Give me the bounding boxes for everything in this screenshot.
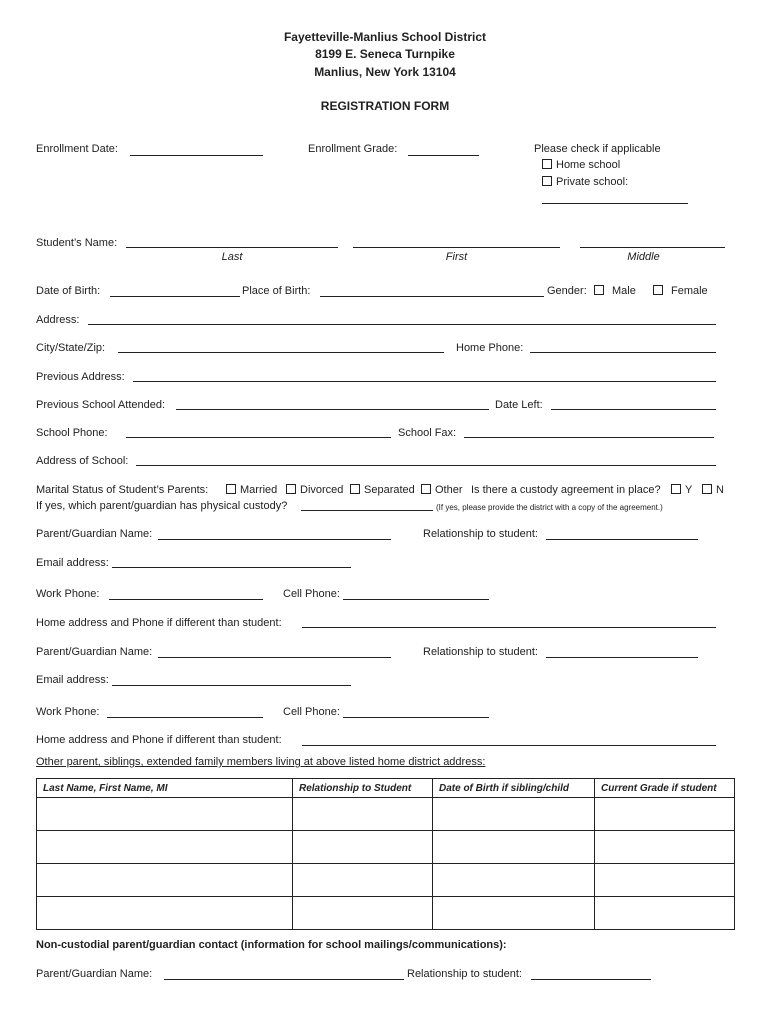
divorced-option[interactable] [286, 484, 343, 496]
guardian2-work-field[interactable] [107, 717, 263, 718]
student-last-name-field[interactable] [126, 247, 338, 248]
col-grade-header: Current Grade if student [595, 779, 735, 798]
address-label: Address: [36, 314, 80, 326]
separated-label: Separated [364, 484, 415, 496]
guardian2-relationship-label: Relationship to student: [423, 646, 538, 658]
guardian2-cell-label: Cell Phone: [283, 706, 340, 718]
custody-note: (If yes, please provide the district with a copy of the agreement.) [436, 503, 663, 512]
table-row [37, 864, 735, 897]
private-school-option[interactable] [542, 176, 628, 188]
last-caption: Last [221, 251, 243, 263]
guardian1-email-label: Email address: [36, 557, 109, 569]
table-header-row [37, 779, 735, 798]
home-school-option[interactable] [542, 159, 620, 171]
guardian1-relationship-field[interactable] [546, 539, 698, 540]
table-cell[interactable] [595, 831, 735, 864]
guardian2-home-diff-field[interactable] [302, 745, 716, 746]
table-cell[interactable] [433, 864, 595, 897]
home-school-label: Home school [556, 159, 621, 171]
guardian2-cell-field[interactable] [343, 717, 489, 718]
yes-label: Y [685, 484, 693, 496]
table-cell[interactable] [595, 864, 735, 897]
form-title: REGISTRATION FORM [320, 99, 450, 113]
school-phone-label: School Phone: [36, 427, 108, 439]
private-school-label: Private school: [556, 176, 629, 188]
table-cell[interactable] [37, 798, 293, 831]
guardian1-email-field[interactable] [112, 567, 351, 568]
other-checkbox[interactable] [421, 484, 431, 494]
noncustodial-name-label: Parent/Guardian Name: [36, 968, 153, 980]
school-fax-field[interactable] [464, 437, 714, 438]
separated-checkbox[interactable] [350, 484, 360, 494]
table-cell[interactable] [293, 798, 433, 831]
enrollment-date-field[interactable] [130, 155, 263, 156]
district-city: Manlius, New York 13104 [314, 65, 456, 79]
guardian1-relationship-label: Relationship to student: [423, 528, 538, 540]
male-label: Male [612, 285, 636, 297]
enrollment-grade-label: Enrollment Grade: [308, 143, 398, 155]
prev-address-label: Previous Address: [36, 371, 125, 383]
table-row [37, 831, 735, 864]
noncustodial-heading: Non-custodial parent/guardian contact (information for school mailings/communications): [36, 939, 507, 951]
custody-no-option[interactable] [702, 484, 724, 496]
first-caption: First [445, 251, 468, 263]
guardian1-cell-label: Cell Phone: [283, 588, 340, 600]
guardian2-name-field[interactable] [158, 657, 391, 658]
student-name-label: Student’s Name: [36, 237, 118, 249]
physical-custody-field[interactable] [301, 510, 433, 511]
home-phone-label: Home Phone: [456, 342, 524, 354]
noncustodial-relationship-field[interactable] [531, 979, 651, 980]
guardian1-work-label: Work Phone: [36, 588, 100, 600]
school-address-field[interactable] [136, 465, 716, 466]
date-left-field[interactable] [551, 409, 716, 410]
guardian2-home-diff-label: Home address and Phone if different than student: [36, 734, 282, 746]
table-cell[interactable] [433, 897, 595, 930]
address-field[interactable] [88, 324, 716, 325]
private-school-field[interactable] [542, 203, 688, 204]
student-first-name-field[interactable] [353, 247, 560, 248]
married-label: Married [240, 484, 278, 496]
city-label: City/State/Zip: [36, 342, 106, 354]
marital-label: Marital Status of Student’s Parents: [36, 484, 209, 496]
table-cell[interactable] [293, 897, 433, 930]
other-option[interactable] [421, 484, 463, 496]
middle-caption: Middle [627, 251, 660, 263]
col-dob-header: Date of Birth if sibling/child [433, 779, 595, 798]
enrollment-date-label: Enrollment Date: [36, 143, 118, 155]
pob-label: Place of Birth: [242, 285, 311, 297]
guardian2-work-label: Work Phone: [36, 706, 100, 718]
separated-option[interactable] [350, 484, 415, 496]
guardian1-work-field[interactable] [109, 599, 263, 600]
no-checkbox[interactable] [702, 484, 712, 494]
home-phone-field[interactable] [530, 352, 716, 353]
guardian2-email-field[interactable] [112, 685, 351, 686]
guardian1-cell-field[interactable] [343, 599, 489, 600]
female-checkbox[interactable] [653, 285, 663, 295]
other-label: Other [435, 484, 463, 496]
table-cell[interactable] [37, 897, 293, 930]
female-label: Female [671, 285, 708, 297]
guardian1-name-field[interactable] [158, 539, 391, 540]
others-heading: Other parent, siblings, extended family members living at above listed home district address: [36, 756, 486, 768]
gender-female-option[interactable] [653, 285, 708, 297]
noncustodial-relationship-label: Relationship to student: [407, 968, 522, 980]
pob-field[interactable] [320, 296, 544, 297]
table-row [37, 897, 735, 930]
yes-checkbox[interactable] [671, 484, 681, 494]
guardian2-email-label: Email address: [36, 674, 109, 686]
guardian1-home-diff-field[interactable] [302, 627, 716, 628]
gender-male-option[interactable] [594, 285, 636, 297]
custody-yes-option[interactable] [671, 484, 692, 496]
table-cell[interactable] [293, 831, 433, 864]
prev-address-field[interactable] [133, 381, 716, 382]
dob-label: Date of Birth: [36, 285, 101, 297]
guardian1-name-label: Parent/Guardian Name: [36, 528, 153, 540]
table-cell[interactable] [433, 831, 595, 864]
no-label: N [716, 484, 724, 496]
dob-field[interactable] [110, 296, 240, 297]
school-address-label: Address of School: [36, 455, 129, 467]
married-option[interactable] [226, 484, 277, 496]
private-school-checkbox[interactable] [542, 176, 552, 186]
school-phone-field[interactable] [126, 437, 391, 438]
others-table [36, 778, 735, 930]
enrollment-grade-field[interactable] [408, 155, 479, 156]
custody-question: Is there a custody agreement in place? [471, 484, 661, 496]
married-checkbox[interactable] [226, 484, 236, 494]
table-cell[interactable] [595, 798, 735, 831]
date-left-label: Date Left: [495, 399, 543, 411]
district-name: Fayetteville-Manlius School District [283, 30, 487, 44]
divorced-label: Divorced [300, 484, 344, 496]
prev-school-label: Previous School Attended: [36, 399, 166, 411]
col-name-header: Last Name, First Name, MI [37, 779, 293, 798]
table-cell[interactable] [293, 864, 433, 897]
table-cell[interactable] [433, 798, 595, 831]
table-cell[interactable] [37, 864, 293, 897]
male-checkbox[interactable] [594, 285, 604, 295]
table-cell[interactable] [595, 897, 735, 930]
physical-custody-question: If yes, which parent/guardian has physical custody? [36, 500, 288, 512]
guardian2-relationship-field[interactable] [546, 657, 698, 658]
col-relationship-header: Relationship to Student [293, 779, 433, 798]
guardian1-home-diff-label: Home address and Phone if different than student: [36, 617, 282, 629]
guardian2-name-label: Parent/Guardian Name: [36, 646, 153, 658]
divorced-checkbox[interactable] [286, 484, 296, 494]
noncustodial-name-field[interactable] [164, 979, 404, 980]
table-cell[interactable] [37, 831, 293, 864]
city-field[interactable] [118, 352, 444, 353]
prev-school-field[interactable] [176, 409, 489, 410]
school-fax-label: School Fax: [398, 427, 457, 439]
check-applicable-label: Please check if applicable [534, 143, 661, 155]
gender-label: Gender: [547, 285, 587, 297]
home-school-checkbox[interactable] [542, 159, 552, 169]
table-row [37, 798, 735, 831]
student-middle-name-field[interactable] [580, 247, 725, 248]
district-address: 8199 E. Seneca Turnpike [315, 47, 455, 61]
